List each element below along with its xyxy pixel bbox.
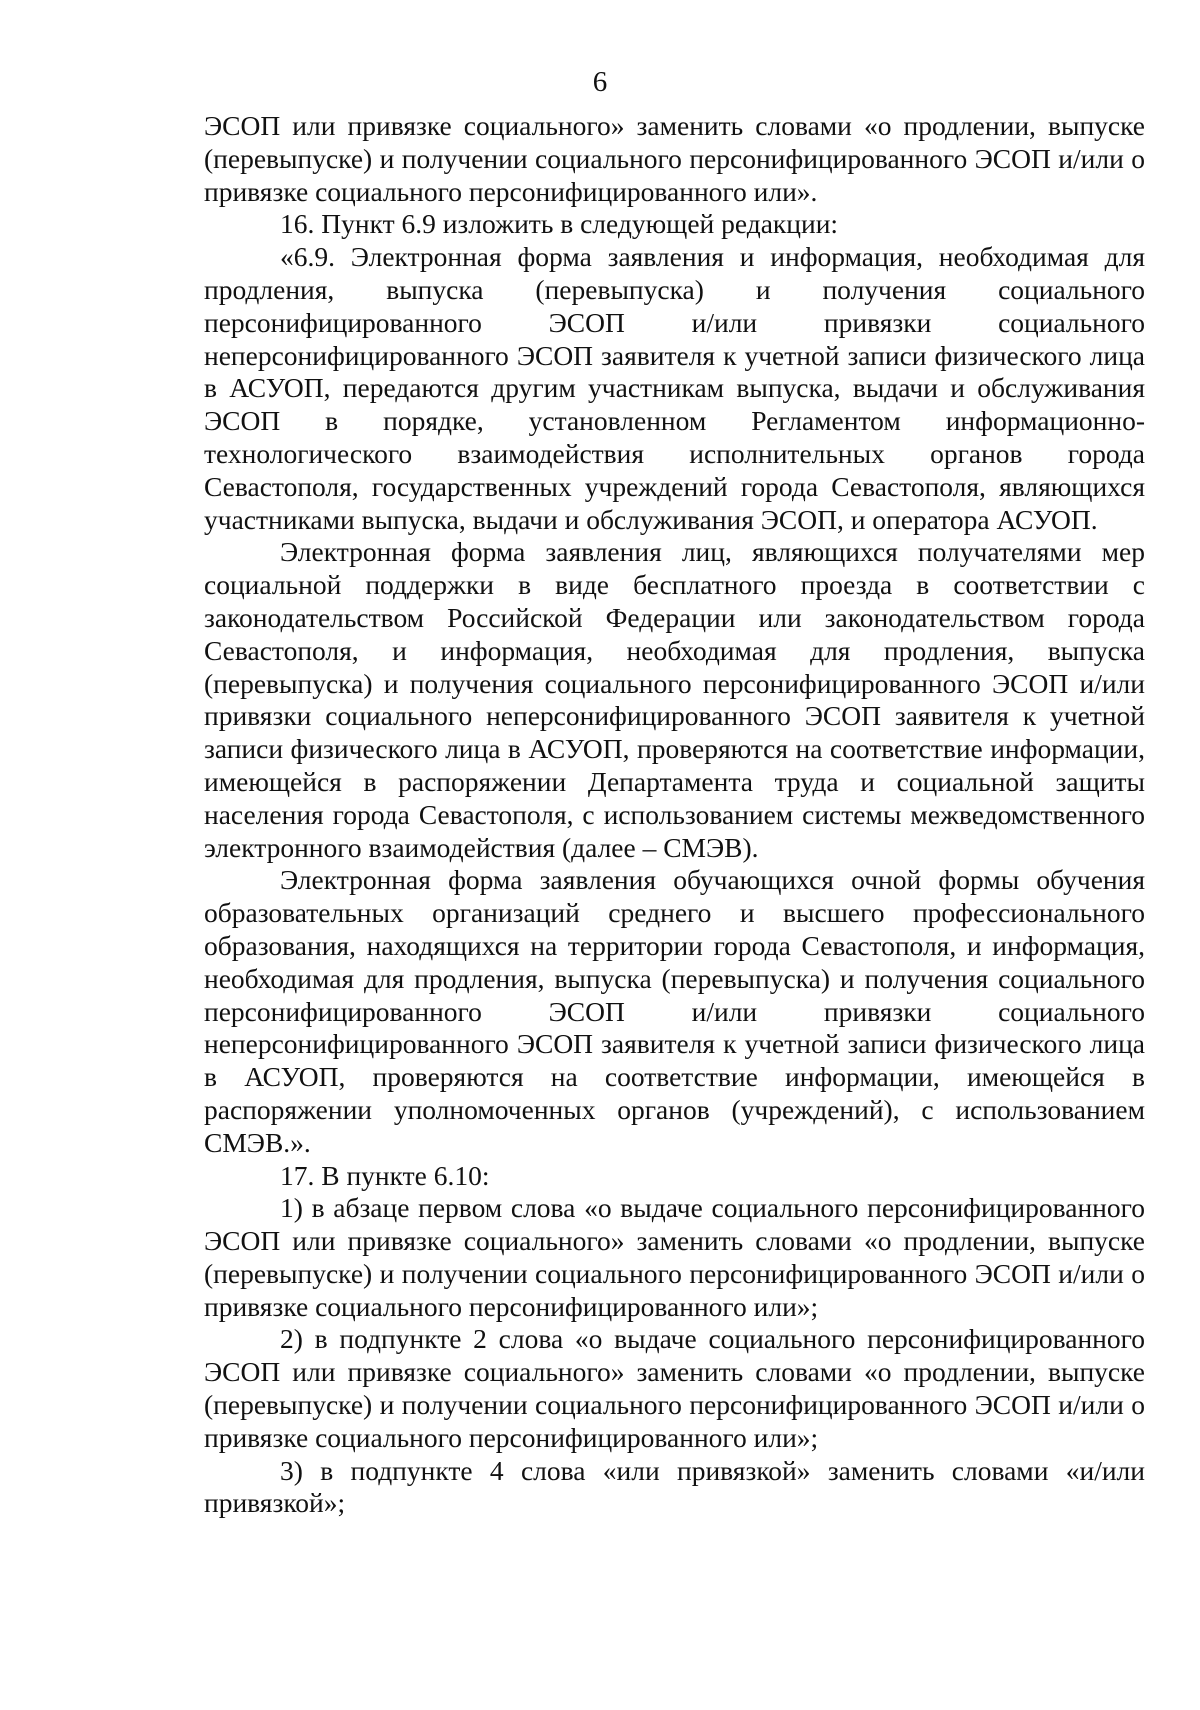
- paragraph-subitem-3: 3) в подпункте 4 слова «или привязкой» заменить словами «и/или привязкой»;: [204, 1454, 1145, 1519]
- paragraph-clause-6-9: «6.9. Электронная форма заявления и информация, необходимая для продления, выпуска (перевыпуска) и получения социального персонифицированного ЭСОП и/или привязки социального неперсонифицированного ЭСОП заявителя к учетной записи физического лица в АСУОП, передаются другим участникам выпуска, выдачи и обслуживания ЭСОП в порядке, установленном Регламентом информационно-технологического взаимодействия исполнительных органов города Севастополя, государственных учреждений города Севастополя, являющихся участниками выпуска, выдачи и обслуживания ЭСОП, и оператора АСУОП.: [204, 241, 1145, 535]
- paragraph-continuation: ЭСОП или привязке социального» заменить словами «о продлении, выпуске (перевыпуске) и получении социального персонифицированного ЭСОП и/или о привязке социального персонифицированного или».: [204, 110, 1145, 207]
- paragraph-subitem-2: 2) в подпункте 2 слова «о выдаче социального персонифицированного ЭСОП или привязке социального» заменить словами «о продлении, выпуске (перевыпуске) и получении социального персонифицированного ЭСОП и/или о привязке социального персонифицированного или»;: [204, 1323, 1145, 1453]
- paragraph-subitem-1: 1) в абзаце первом слова «о выдаче социального персонифицированного ЭСОП или привязке социального» заменить словами «о продлении, выпуске (перевыпуске) и получении социального персонифицированного ЭСОП и/или о привязке социального персонифицированного или»;: [204, 1192, 1145, 1322]
- page-number: 6: [592, 66, 608, 98]
- paragraph-social-support-recipients: Электронная форма заявления лиц, являющихся получателями мер социальной поддержки в виде бесплатного проезда в соответствии с законодательством Российской Федерации или законодательством города Севастополя, и информация, необходимая для продления, выпуска (перевыпуска) и получения социального персонифицированного ЭСОП и/или привязки социального неперсонифицированного ЭСОП заявителя к учетной записи физического лица в АСУОП, проверяются на соответствие информации, имеющейся в распоряжении Департамента труда и социальной защиты населения города Севастополя, с использованием системы межведомственного электронного взаимодействия (далее – СМЭВ).: [204, 536, 1145, 863]
- document-body: [204, 110, 1145, 1520]
- paragraph-students: Электронная форма заявления обучающихся очной формы обучения образовательных организаций среднего и высшего профессионального образования, находящихся на территории города Севастополя, и информация, необходимая для продления, выпуска (перевыпуска) и получения социального персонифицированного ЭСОП и/или привязки социального неперсонифицированного ЭСОП заявителя к учетной записи физического лица в АСУОП, проверяются на соответствие информации, имеющейся в распоряжении уполномоченных органов (учреждений), с использованием СМЭВ.».: [204, 864, 1145, 1158]
- paragraph-item-16: 16. Пункт 6.9 изложить в следующей редакции:: [280, 208, 839, 240]
- paragraph-item-17: 17. В пункте 6.10:: [280, 1159, 490, 1191]
